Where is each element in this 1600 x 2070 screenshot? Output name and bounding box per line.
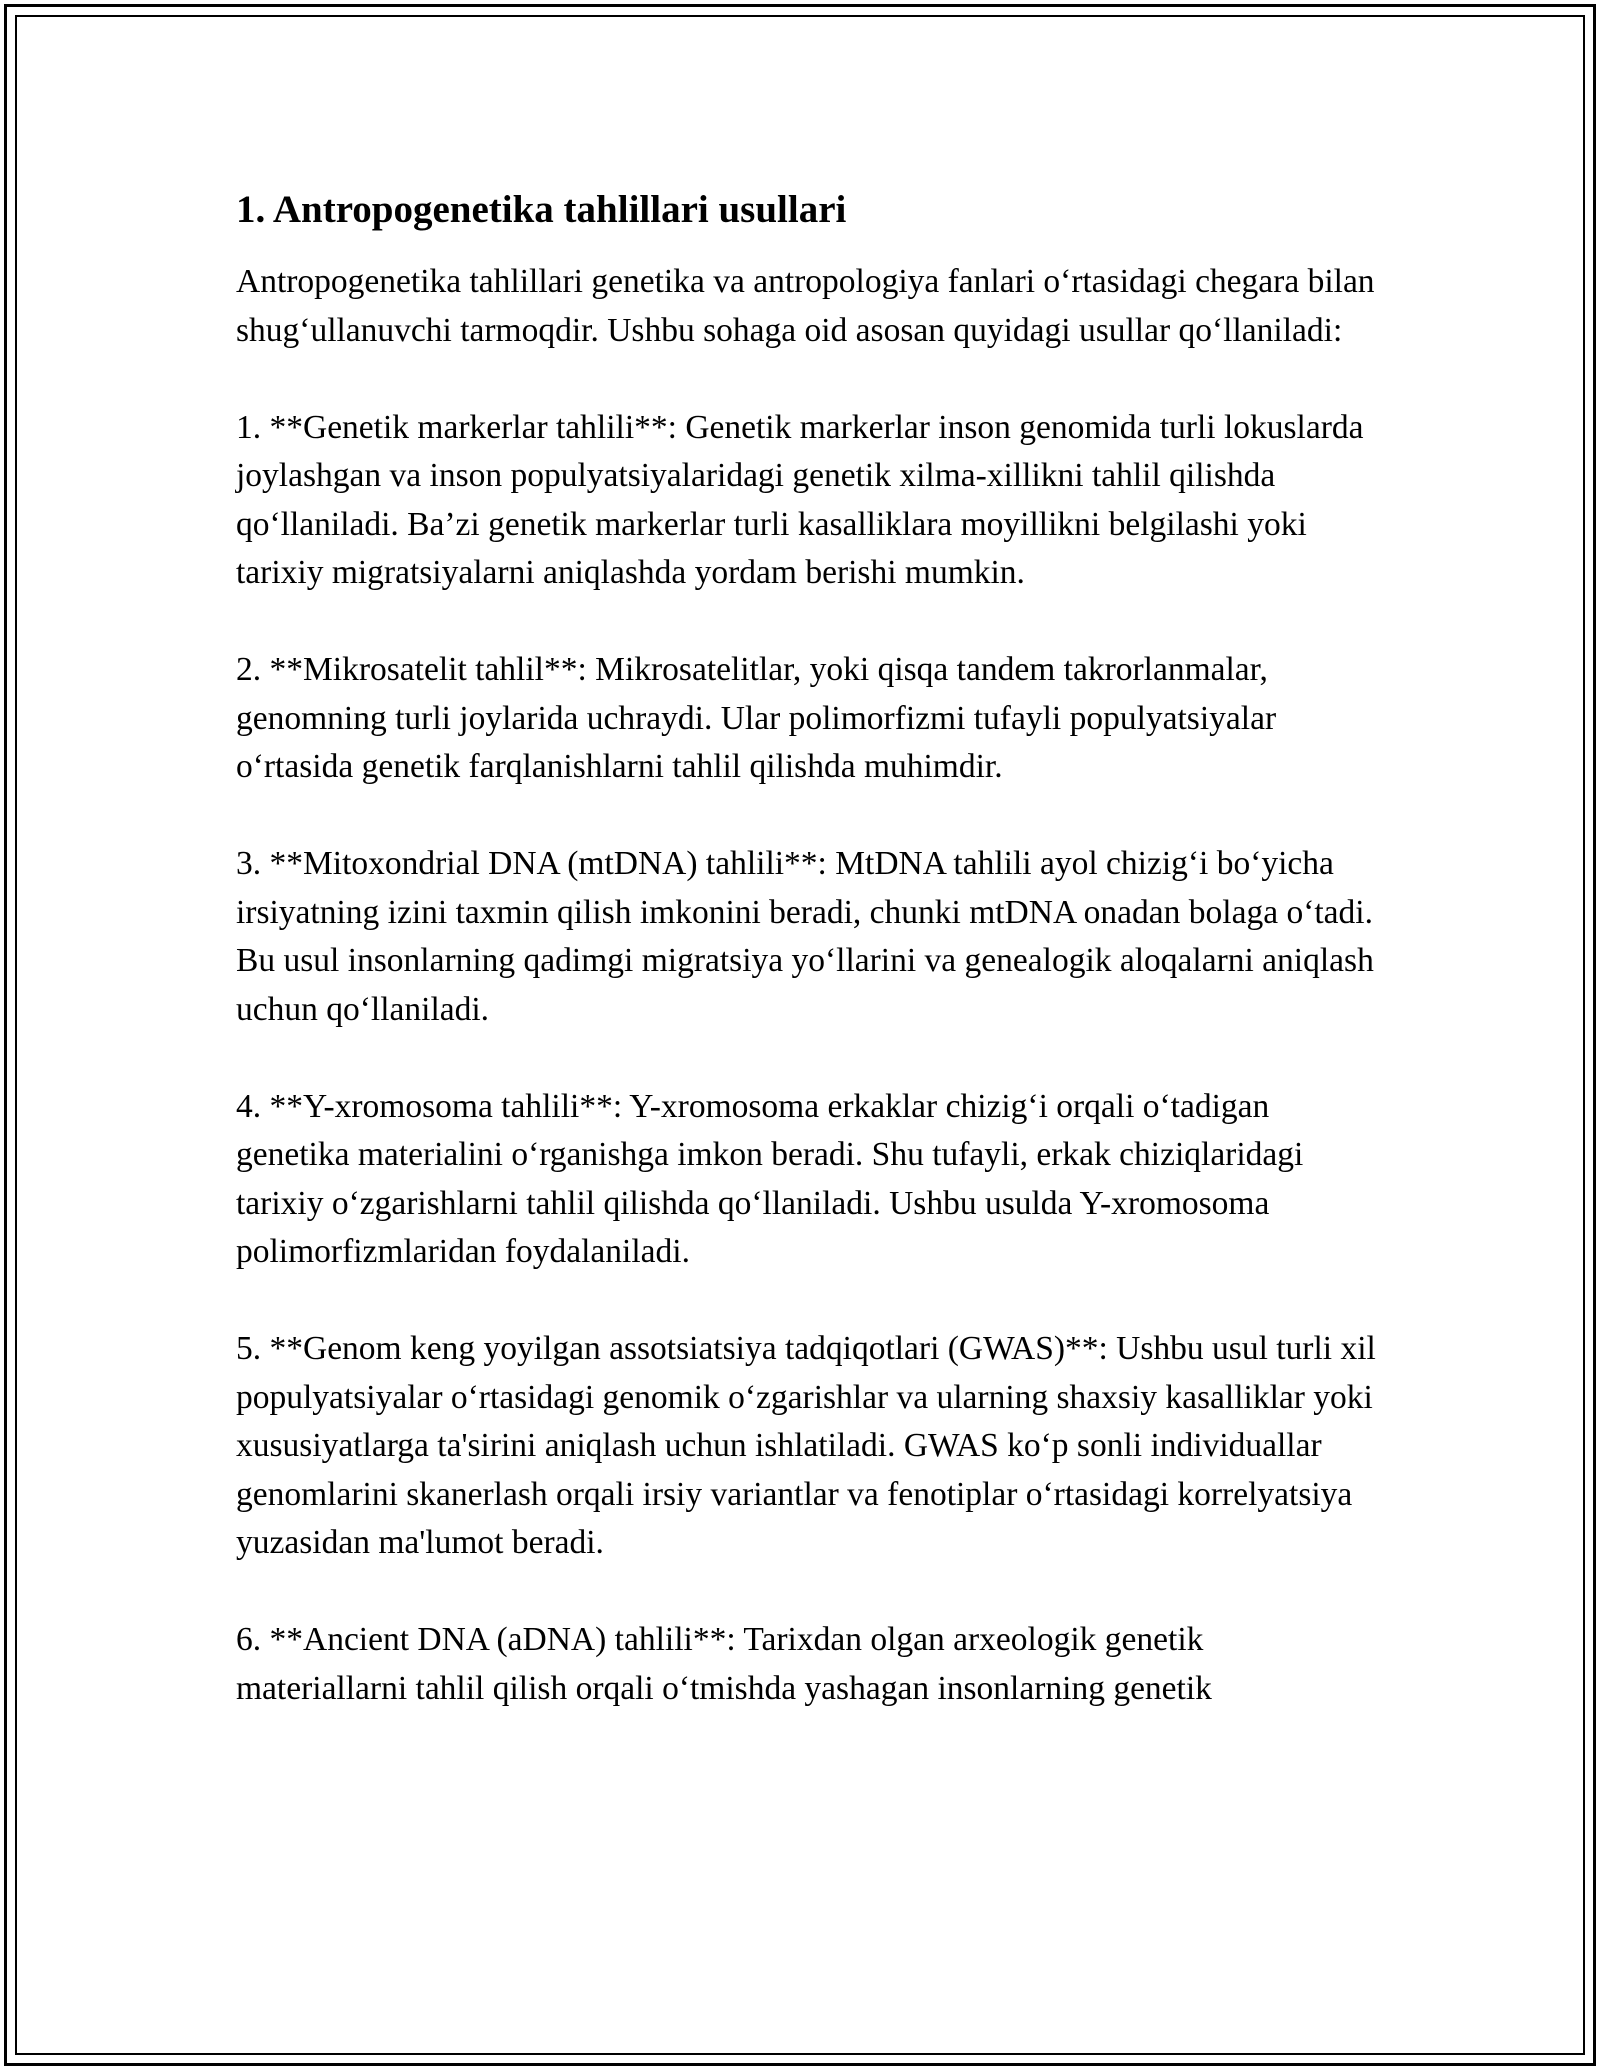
method-3-paragraph: 3. **Mitoxondrial DNA (mtDNA) tahlili**: MtDNA tahlili ayol chizig‘i bo‘yicha irsiyatning izini taxmin qilish imkonini beradi, chunki mtDNA onadan bolaga o‘tadi. Bu usul insonlarning qadimgi migratsiya yo‘llarini va genealogik aloqalarni aniqlash uchun qo‘llaniladi. [236, 845, 1374, 1028]
document-body [236, 186, 1376, 1762]
method-6-paragraph: 6. **Ancient DNA (aDNA) tahlili**: Tarixdan olgan arxeologik genetik materiallarni tahlil qilish orqali o‘tmishda yashagan insonlarning genetik [236, 1621, 1212, 1707]
method-1-paragraph: 1. **Genetik markerlar tahlili**: Genetik markerlar inson genomida turli lokuslarda joylashgan va inson populyatsiyalaridagi genetik xilma-xillikni tahlil qilishda qo‘llaniladi. Ba’zi genetik markerlar turli kasalliklara moyillikni belgilashi yoki tarixiy migratsiyalarni aniqlashda yordam berishi mumkin. [236, 408, 1364, 591]
section-heading: 1. Antropogenetika tahlillari usullari [236, 188, 847, 231]
method-2-paragraph: 2. **Mikrosatelit tahlil**: Mikrosatelitlar, yoki qisqa tandem takrorlanmalar, genomning turli joylarida uchraydi. Ular polimorfizmi tufayli populyatsiyalar o‘rtasida genetik farqlanishlarni tahlil qilishda muhimdir. [236, 651, 1277, 785]
method-4-paragraph: 4. **Y-xromosoma tahlili**: Y-xromosoma erkaklar chizig‘i orqali o‘tadigan genetika materialini o‘rganishga imkon beradi. Shu tufayli, erkak chiziqlaridagi tarixiy o‘zgarishlarni tahlil qilishda qo‘llaniladi. Ushbu usulda Y-xromosoma polimorfizmlaridan foydalaniladi. [236, 1087, 1304, 1270]
method-5-paragraph: 5. **Genom keng yoyilgan assotsiatsiya tadqiqotlari (GWAS)**: Ushbu usul turli xil populyatsiyalar o‘rtasidagi genomik o‘zgarishlar va ularning shaxsiy kasalliklar yoki xususiyatlarga ta'sirini aniqlash uchun ishlatiladi. GWAS ko‘p sonli individuallar genomlarini skanerlash orqali irsiy variantlar va fenotiplar o‘rtasidagi korrelyatsiya yuzasidan ma'lumot beradi. [236, 1330, 1376, 1561]
intro-paragraph: Antropogenetika tahlillari genetika va antropologiya fanlari o‘rtasidagi chegara bilan shug‘ullanuvchi tarmoqdir. Ushbu sohaga oid asosan quyidagi usullar qo‘llaniladi: [236, 263, 1375, 349]
